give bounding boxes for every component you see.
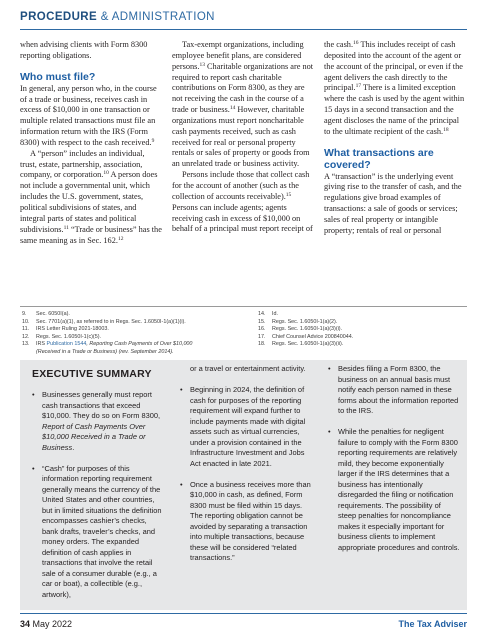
paragraph: the cash.$^{16}$ This includes receipt of cash deposited into the account of the agent or the account of the principal, or even if the agent delivers the cash directly to the principal.$^{17}$ There is a limited exception where the cash is used by the agent within 15 days in a second transaction and the agent discloses the name of the principal to the ultimate recipient of the cash.$^{18}$ (324, 40, 465, 136)
publication-link[interactable]: Publication 1544 (46, 341, 87, 347)
footnote: 12. Regs. Sec. 1.6050I-1(c)(5). (22, 333, 102, 340)
executive-summary-box (20, 360, 467, 610)
summary-bullet-continuation: or a travel or entertainment activity. (190, 364, 306, 373)
footnote: 11. IRS Letter Ruling 2021-18003. (22, 326, 109, 332)
summary-column-1 (32, 390, 164, 611)
summary-bullet: • Beginning in 2024, the definition of cash for purposes of the reporting requirement will expand further to include payments made with digital assets such as virtual currencies, under a provision contained in the Infrastructure Investment and Jobs Act enacted in late 2021. (180, 385, 312, 469)
page-footer-left (20, 619, 72, 629)
summary-bullet: • Once a business receives more than $10,000 in cash, as defined, Form 8300 must be filed within 15 days. The reporting obligation cannot be avoided by separating a transaction into multiple transactions, because these will be considered “related transactions.” (180, 480, 312, 564)
header-rule (20, 29, 467, 30)
section-subtitle: & ADMINISTRATION (100, 11, 215, 23)
footnote: 18. Regs. Sec. 1.6050I-1(a)(3)(ii). (258, 341, 344, 347)
paragraph: In general, any person who, in the course of a trade or business, receives cash in excess of $10,000 in one transaction or multiple related transactions must file an information return with the IRS (Form 8300) with respect to the cash received.$^9$ (20, 83, 157, 147)
footnotes-right (258, 311, 353, 349)
footnote: 15. Regs. Sec. 1.6050I-1(a)(2). (258, 318, 338, 325)
paragraph: A “person” includes an individual, trust, estate, partnership, association, company, or corporation.$^{10}$ A person does not include a governmental unit, which includes the U.S. government, states, political subdivisions of states, and integral parts of states and political subdivisions.$^{11}$ “Trade or business” has the same meaning as in Sec. 162.12 (20, 148, 162, 245)
summary-bullet: • Businesses generally must report cash transactions that exceed $10,000. They do so on Form 8300, Report of Cash Payments Over $10,000 Received in a Trade or Business. (32, 390, 164, 453)
issue-date: May 2022 (32, 619, 73, 629)
footnotes-left (22, 311, 192, 356)
summary-bullet: • While the penalties for negligent failure to comply with the Form 8300 reporting requirements are relatively mild, they become exponentially larger if the IRS determines that a business has intentionally disregarded the filing or notification requirements. The possibility of steep penalties for noncompliance makes it especially important for business clients to implement appropriate procedures and controls. (328, 427, 460, 553)
article-column-3 (324, 40, 467, 237)
page-number: 34 (20, 619, 31, 629)
paragraph: when advising clients with Form 8300 reporting obligations. (20, 40, 148, 60)
footnote-continuation: (Received in a Trade or Business) (rev. September 2014). (36, 348, 174, 355)
paragraph: Persons include those that collect cash for the account of another (such as the collection of accounts receivable).$^{15}$ Persons can include agents; agents receiving cash in excess of $10,000 on behalf of a principal must report receipt of (172, 170, 313, 234)
publication-name: The Tax Adviser (398, 619, 467, 629)
footnote: 10. Sec. 7701(a)(1), as referred to in Regs. Sec. 1.6050I-1(a)(1)(i). (22, 318, 186, 325)
summary-column-3 (328, 364, 460, 564)
footnote: 14. Id. (258, 311, 278, 317)
heading-what-transactions: What transactions are covered? (324, 146, 434, 171)
paragraph: Tax-exempt organizations, including employee benefit plans, are considered persons.$^{13}$ Charitable organizations are not required to report cash charitable contributions on Form 8300, as they are not receiving the cash in the course of a trade or business.$^{14}$ However, charitable organizations must report noncharitable cash payments received, such as cash received for real or personal property rentals or sales of property or goods from an unrelated trade or business activity. (172, 40, 314, 169)
paragraph: A “transaction” is the underlying event giving rise to the transfer of cash, and the regulations give broad examples of transactions: a sale of goods or services; sales of real property or intangible property; rentals of real or personal (324, 171, 462, 235)
heading-who-must-file: Who must file? (20, 70, 96, 83)
footnote: 17. Chief Counsel Advice 200840044. (258, 333, 354, 340)
article-column-2 (172, 40, 315, 235)
footnote: 16. Regs. Sec. 1.6050I-1(a)(3)(i). (258, 326, 343, 332)
executive-summary-title: EXECUTIVE SUMMARY (32, 368, 152, 380)
article-column-1 (20, 40, 163, 246)
footnote-rule (20, 306, 467, 307)
section-title: PROCEDURE (20, 11, 98, 23)
section-header (20, 11, 215, 23)
summary-column-2 (180, 364, 312, 574)
footnote: 13. IRS Publication 1544, Reporting Cash Payments of Over $10,000 (22, 341, 193, 347)
footnote: 9. Sec. 6050I(a). (22, 311, 70, 317)
footer-rule (20, 613, 467, 614)
summary-bullet: • “Cash” for purposes of this information reporting requirement generally means the currency of the United States and other countries, but in limited situations the definition encompasses cashier’s checks, bank drafts, traveler’s checks, and money orders. The expanded definition of cash applies in transactions that involve the retail sale of a consumer durable (e.g., a car or boat), a collectible (e.g., artwork), (32, 464, 164, 601)
summary-bullet: • Besides filing a Form 8300, the business on an annual basis must notify each person named in these forms about the information reported to the IRS. (328, 364, 460, 417)
